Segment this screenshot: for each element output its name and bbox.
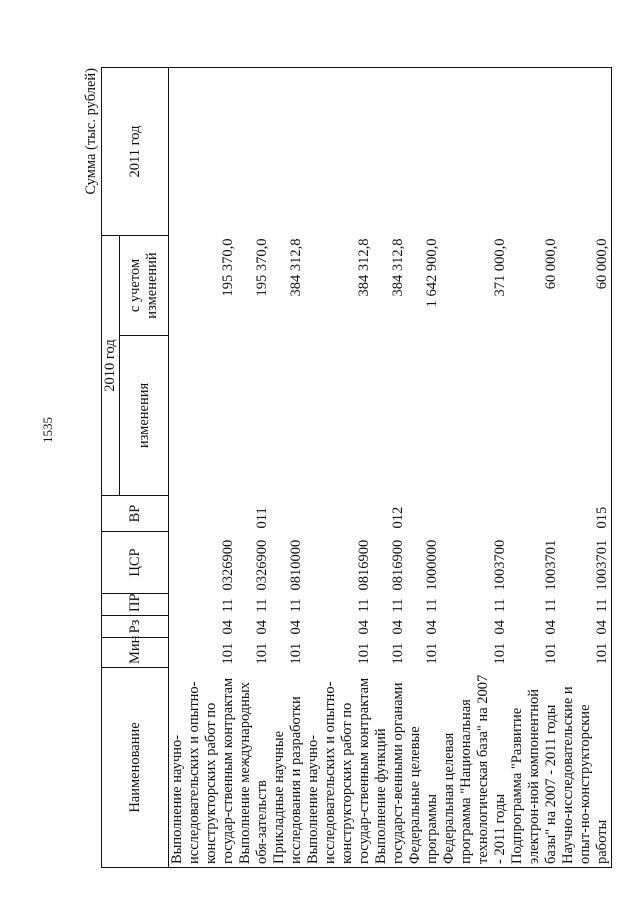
row-csr: 1003701 <box>560 532 612 594</box>
row-pr: 11 <box>492 598 508 613</box>
row-vr <box>441 496 509 532</box>
row-rz: 04 <box>356 620 372 635</box>
table-row <box>509 67 560 867</box>
row-csr: 1003701 <box>543 539 559 591</box>
row-rz: 04 <box>560 616 612 638</box>
row-vr: 012 <box>390 506 406 529</box>
row-csr: 0326900 <box>220 539 236 591</box>
header-min: Мин <box>102 638 169 668</box>
row-with-changes: 60 000,0 <box>560 235 612 335</box>
row-vr <box>407 496 441 532</box>
row-min: 101 <box>288 642 304 665</box>
row-changes <box>373 336 407 496</box>
table-row <box>271 67 305 867</box>
row-min: 101 <box>254 642 270 665</box>
table-row <box>305 67 373 867</box>
row-name: Федеральная целевая программа "Национальная технологическая база" на 2007 - 2011 годы <box>441 668 509 868</box>
row-rz: 04 <box>492 620 508 635</box>
page-number: 1535 <box>40 417 55 443</box>
row-vr <box>305 496 373 532</box>
table-row <box>560 67 612 867</box>
row-vr <box>271 496 305 532</box>
row-csr: 0816900 <box>390 539 406 591</box>
row-2011 <box>560 67 612 235</box>
row-name: Федеральные целевые программы <box>407 668 441 868</box>
row-vr: 015 <box>560 496 612 532</box>
row-pr: 11 <box>288 598 304 613</box>
row-name: Научно-исследовательские и опыт-но-конструкторские работы <box>560 668 612 868</box>
row-pr: 11 <box>356 598 372 613</box>
row-rz: 04 <box>390 620 406 635</box>
row-rz: 04 <box>254 620 270 635</box>
row-changes <box>169 336 238 496</box>
rotated-table-region <box>83 68 610 868</box>
row-changes <box>305 336 373 496</box>
row-with-changes: 371 000,0 <box>492 238 508 297</box>
row-pr: 11 <box>220 598 236 613</box>
header-with-changes: с учетом изменений <box>120 235 169 335</box>
row-name: Выполнение функций государст-венными органами <box>373 668 407 868</box>
row-csr: 1000000 <box>424 539 440 591</box>
row-changes <box>237 336 271 496</box>
units-caption: Сумма (тыс. рублей) <box>83 68 99 195</box>
row-min: 101 <box>356 642 372 665</box>
budget-table <box>101 67 612 868</box>
row-csr: 0326900 <box>254 539 270 591</box>
table-row <box>169 67 238 867</box>
header-year-2011: 2011 год <box>102 67 169 235</box>
row-with-changes: 1 642 900,0 <box>424 238 440 308</box>
header-changes: изменения <box>120 336 169 496</box>
row-rz: 04 <box>288 620 304 635</box>
row-rz: 04 <box>543 620 559 635</box>
row-min: 101 <box>220 642 236 665</box>
row-min: 101 <box>492 642 508 665</box>
row-with-changes: 195 370,0 <box>220 238 236 297</box>
row-2011 <box>373 67 407 235</box>
header-pr: ПР <box>102 594 169 616</box>
row-2011 <box>271 67 305 235</box>
row-csr: 0810000 <box>288 539 304 591</box>
row-pr: 11 <box>390 598 406 613</box>
header-year-2010: 2010 год <box>102 235 120 495</box>
header-vr: ВР <box>102 496 169 532</box>
row-csr: 1003700 <box>492 539 508 591</box>
row-vr <box>169 496 238 532</box>
row-2011 <box>305 67 373 235</box>
row-changes <box>407 336 441 496</box>
row-pr: 11 <box>424 598 440 613</box>
row-2011 <box>509 67 560 235</box>
row-csr: 0816900 <box>356 539 372 591</box>
header-row-top <box>102 67 120 867</box>
table-row <box>441 67 509 867</box>
header-csr: ЦСР <box>102 532 169 594</box>
row-with-changes: 384 312,8 <box>288 238 304 297</box>
row-with-changes: 60 000,0 <box>543 238 559 290</box>
row-min: 101 <box>543 642 559 665</box>
header-name: Наименование <box>102 668 169 868</box>
row-min: 101 <box>560 638 612 668</box>
header-rz: Рз <box>102 616 169 638</box>
row-changes <box>271 336 305 496</box>
row-name: Прикладные научные исследования и разработки <box>271 668 305 868</box>
row-changes <box>441 336 509 496</box>
row-2011 <box>407 67 441 235</box>
row-with-changes: 195 370,0 <box>254 238 270 297</box>
row-min: 101 <box>390 642 406 665</box>
row-name: Подпрограмма "Развитие электрон-ной компонентной базы" на 2007 - 2011 годы <box>509 668 560 868</box>
row-vr: 011 <box>254 507 270 529</box>
row-min: 101 <box>424 642 440 665</box>
row-with-changes: 384 312,8 <box>356 238 372 297</box>
table-row <box>407 67 441 867</box>
row-with-changes: 384 312,8 <box>390 238 406 297</box>
row-2011 <box>169 67 238 235</box>
row-name: Выполнение международных обя-зательств <box>237 668 271 868</box>
row-pr: 11 <box>560 594 612 616</box>
row-name: Выполнение научно-исследовательских и опытно-конструкторских работ по государ-ственным контрактам <box>305 668 373 868</box>
row-rz: 04 <box>220 620 236 635</box>
row-pr: 11 <box>254 598 270 613</box>
row-changes <box>560 336 612 496</box>
row-rz: 04 <box>424 620 440 635</box>
row-2011 <box>441 67 509 235</box>
table-row <box>373 67 407 867</box>
table-row <box>237 67 271 867</box>
row-pr: 11 <box>543 598 559 613</box>
row-2011 <box>237 67 271 235</box>
row-name: Выполнение научно-исследовательских и опытно-конструкторских работ по государ-ственным контрактам <box>169 668 238 868</box>
row-changes <box>509 336 560 496</box>
row-vr <box>509 496 560 532</box>
